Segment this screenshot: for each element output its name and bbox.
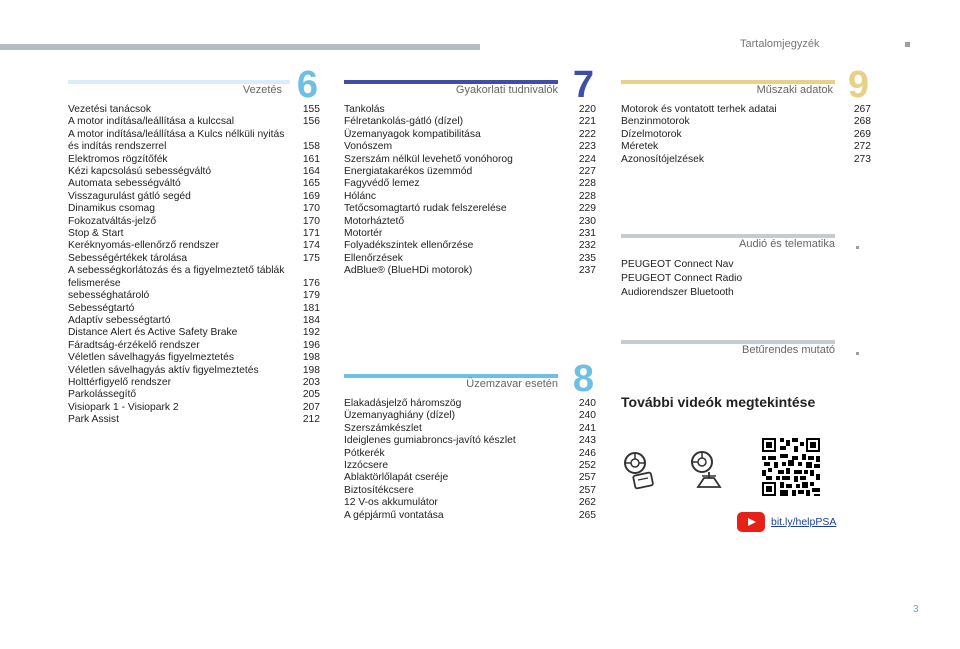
- toc-entry-page: 181: [302, 302, 320, 314]
- toc-entry-title: 12 V-os akkumulátor: [344, 497, 438, 509]
- toc-entry-title: Visszagurulást gátló segéd: [68, 190, 191, 202]
- toc-list-vezetes: [68, 104, 320, 427]
- toc-entry-page: 198: [302, 352, 320, 364]
- toc-entry-title: Félretankolás-gátló (dízel): [344, 116, 464, 128]
- section-vezetes: [68, 64, 320, 427]
- wheel-jack-icon[interactable]: [690, 450, 726, 495]
- toc-entry-page: 228: [578, 178, 596, 190]
- toc-entry-title: Parkolássegítő: [68, 389, 137, 401]
- toc-entry-page: 175: [302, 252, 320, 264]
- youtube-icon[interactable]: [737, 512, 765, 532]
- toc-entry[interactable]: [621, 141, 871, 153]
- toc-entry[interactable]: [68, 389, 320, 401]
- toc-entry-page: 161: [302, 153, 320, 165]
- toc-entry[interactable]: [68, 315, 320, 327]
- toc-entry-title: Pótkerék: [344, 447, 385, 459]
- toc-list-uzemzavar: [344, 398, 596, 522]
- toc-entry-title: Vezetési tanácsok: [68, 104, 151, 115]
- toc-entry-page: 235: [578, 252, 596, 264]
- section-gyakorlati: [344, 64, 596, 278]
- toc-entry-page: 268: [853, 116, 871, 128]
- toc-entry-title: Szerszám nélkül levehető vonóhorog: [344, 153, 513, 165]
- toc-entry-title: A motor indítása/leállítása a kulccsal: [68, 116, 234, 128]
- toc-entry-page: 198: [302, 364, 320, 376]
- toc-entry-title: Park Assist: [68, 414, 119, 426]
- toc-entry-title: Automata sebességváltó: [68, 178, 181, 190]
- toc-entry[interactable]: [344, 472, 596, 484]
- page-header-title: Tartalomjegyzék: [740, 38, 820, 50]
- toc-entry[interactable]: [344, 423, 596, 435]
- section-index: [621, 332, 871, 360]
- toc-entry-page: 262: [578, 497, 596, 509]
- toc-entry-title: Ellenőrzések: [344, 252, 403, 264]
- toc-entry-title: Vonószem: [344, 141, 393, 153]
- toc-entry-page: 221: [578, 116, 596, 128]
- toc-entry-page: 267: [853, 104, 871, 115]
- toc-entry-page: 165: [302, 178, 320, 190]
- toc-entry-page: 240: [578, 398, 596, 409]
- toc-entry[interactable]: [621, 116, 871, 128]
- toc-entry-title: Motortér: [344, 228, 383, 240]
- toc-entry[interactable]: [68, 203, 320, 215]
- toc-entry-title: Üzemanyagok kompatibilitása: [344, 128, 481, 140]
- toc-entry-title: Stop & Start: [68, 228, 124, 240]
- toc-entry-title: Tankolás: [344, 104, 385, 115]
- toc-entry-title: Szerszámkészlet: [344, 422, 422, 434]
- toc-entry-page: 243: [578, 435, 596, 447]
- toc-entry[interactable]: [621, 154, 871, 166]
- toc-entry-title: Dinamikus csomag: [68, 203, 155, 215]
- toc-entry-page: 174: [302, 240, 320, 252]
- toc-entry-page: 176: [302, 277, 320, 289]
- toc-entry-page: 169: [302, 190, 320, 202]
- toc-entry-title: Benzinmotorok: [621, 116, 690, 128]
- toc-entry-page: 257: [578, 484, 596, 496]
- toc-entry-title: Ablaktörlőlapát cseréje: [344, 472, 449, 484]
- toc-entry-title: Distance Alert és Active Safety Brake: [68, 327, 238, 339]
- toc-entry[interactable]: [68, 377, 320, 389]
- help-link-row[interactable]: [737, 512, 836, 532]
- toc-entry-title: Motorok és vontatott terhek adatai: [621, 104, 777, 115]
- toc-entry[interactable]: [68, 154, 320, 166]
- toc-entry[interactable]: [344, 228, 596, 240]
- toc-entry-title: Dízelmotorok: [621, 128, 682, 140]
- toc-entry-title: Véletlen sávelhagyás aktív figyelmeztetés: [68, 364, 259, 376]
- toc-list-muszaki: [621, 104, 871, 166]
- toc-entry[interactable]: [68, 253, 320, 265]
- toc-entry-page: 240: [578, 410, 596, 422]
- toc-entry-title: Motorháztető: [344, 215, 405, 227]
- toc-entry-page: 229: [578, 203, 596, 215]
- toc-entry[interactable]: [68, 265, 320, 290]
- section-uzemzavar: [344, 358, 596, 522]
- toc-entry-page: 156: [302, 116, 320, 128]
- toc-entry[interactable]: [68, 327, 320, 339]
- toc-entry-title: A sebességkorlátozás és a figyelmeztető táblák felismerése: [68, 265, 285, 289]
- toc-entry[interactable]: [344, 178, 596, 190]
- toc-entry[interactable]: [344, 154, 596, 166]
- qr-code-icon[interactable]: [762, 438, 820, 501]
- section-muszaki: [621, 64, 871, 166]
- toc-entry[interactable]: [344, 253, 596, 265]
- toc-entry-page: 228: [578, 190, 596, 202]
- header-marker: [905, 42, 910, 47]
- toc-entry[interactable]: [68, 178, 320, 190]
- audio-entry[interactable]: PEUGEOT Connect Radio: [621, 273, 743, 284]
- toc-entry[interactable]: [68, 116, 320, 128]
- toc-entry-title: A gépjármű vontatása: [344, 509, 444, 521]
- toc-entry-page: 220: [578, 104, 596, 115]
- toc-entry-page: 222: [578, 128, 596, 140]
- toc-entry[interactable]: [68, 414, 320, 426]
- audio-entry[interactable]: Audiorendszer Bluetooth: [621, 287, 734, 298]
- videos-title: További videók megtekintése: [621, 394, 816, 410]
- toc-entry-title: Tetőcsomagtartó rudak felszerelése: [344, 203, 507, 215]
- section-number: 6: [296, 64, 318, 106]
- toc-entry[interactable]: [68, 191, 320, 203]
- toc-entry[interactable]: [344, 141, 596, 153]
- top-progress-bar: [0, 44, 480, 50]
- toc-entry[interactable]: [621, 129, 871, 141]
- toc-entry-page: 272: [853, 141, 871, 153]
- toc-entry-title: Azonosítójelzések: [621, 153, 704, 165]
- toc-entry-title: Visiopark 1 - Visiopark 2: [68, 401, 179, 413]
- toc-entry-page: 257: [578, 472, 596, 484]
- toc-entry-page: 179: [302, 290, 320, 302]
- toc-entry[interactable]: [68, 228, 320, 240]
- toc-entry-title: Elakadásjelző háromszög: [344, 398, 462, 409]
- toc-entry-page: 164: [302, 166, 320, 178]
- toc-entry-page: 223: [578, 141, 596, 153]
- toc-entry-title: Sebességtartó: [68, 302, 135, 314]
- toc-entry[interactable]: [344, 240, 596, 252]
- toc-entry-title: Folyadékszintek ellenőrzése: [344, 240, 474, 252]
- wheel-tablet-icon[interactable]: [622, 450, 656, 495]
- toc-entry[interactable]: [68, 104, 320, 116]
- toc-entry[interactable]: [344, 410, 596, 422]
- section-number: 9: [847, 64, 869, 106]
- toc-entry-page: 230: [578, 215, 596, 227]
- toc-entry-title: Biztosítékcsere: [344, 484, 414, 496]
- toc-entry[interactable]: [344, 497, 596, 509]
- toc-entry-page: 155: [302, 104, 320, 115]
- section-title: Vezetés: [242, 84, 282, 96]
- toc-entry-page: 212: [302, 414, 320, 426]
- help-link[interactable]: bit.ly/helpPSA: [771, 516, 837, 528]
- toc-entry[interactable]: [621, 104, 871, 116]
- toc-entry-page: 252: [578, 460, 596, 472]
- toc-entry-title: Kézi kapcsolású sebességváltó: [68, 166, 212, 178]
- toc-entry-title: Fáradtság-érzékelő rendszer: [68, 339, 200, 351]
- toc-entry[interactable]: [344, 216, 596, 228]
- toc-entry-page: 171: [302, 228, 320, 240]
- toc-entry-page: 273: [853, 153, 871, 165]
- section-marker: [856, 246, 859, 249]
- toc-entry-page: 227: [578, 166, 596, 178]
- toc-entry[interactable]: [68, 129, 320, 154]
- toc-entry-page: 184: [302, 314, 320, 326]
- toc-entry-title: Elektromos rögzítőfék: [68, 153, 168, 165]
- toc-entry-title: Fagyvédő lemez: [344, 178, 420, 190]
- section-number: 8: [572, 358, 594, 400]
- toc-entry-title: Méretek: [621, 141, 659, 153]
- toc-entry-page: 207: [302, 401, 320, 413]
- section-title: Üzemzavar esetén: [466, 378, 558, 390]
- toc-entry-page: 170: [302, 215, 320, 227]
- section-audio: [621, 226, 871, 300]
- toc-entry[interactable]: [344, 191, 596, 203]
- section-title: Audió és telematika: [739, 238, 835, 250]
- toc-entry[interactable]: [344, 265, 596, 277]
- toc-entry-page: 158: [302, 141, 320, 153]
- toc-entry-page: 265: [578, 509, 596, 521]
- toc-entry-title: AdBlue® (BlueHDi motorok): [344, 265, 473, 277]
- toc-entry-title: Keréknyomás-ellenőrző rendszer: [68, 240, 220, 252]
- toc-entry-page: 231: [578, 228, 596, 240]
- toc-entry-title: Sebességértékek tárolása: [68, 252, 188, 264]
- toc-entry[interactable]: [344, 116, 596, 128]
- toc-entry[interactable]: [344, 166, 596, 178]
- toc-entry[interactable]: [344, 435, 596, 447]
- toc-entry-page: 205: [302, 389, 320, 401]
- toc-entry[interactable]: [68, 166, 320, 178]
- toc-list-gyakorlati: [344, 104, 596, 278]
- toc-entry-title: Holttérfigyelő rendszer: [68, 376, 172, 388]
- toc-entry-title: Hólánc: [344, 190, 377, 202]
- toc-entry-title: Üzemanyaghiány (dízel): [344, 410, 456, 422]
- toc-entry[interactable]: [344, 510, 596, 522]
- toc-entry[interactable]: [344, 104, 596, 116]
- toc-entry-title: Adaptív sebességtartó: [68, 314, 171, 326]
- section-title: Műszaki adatok: [756, 84, 833, 96]
- audio-entry[interactable]: PEUGEOT Connect Nav: [621, 259, 734, 270]
- toc-entry-title: Ideiglenes gumiabroncs-javító készlet: [344, 435, 516, 447]
- toc-entry-page: 203: [302, 376, 320, 388]
- toc-entry[interactable]: [68, 216, 320, 228]
- toc-entry[interactable]: [68, 365, 320, 377]
- toc-entry[interactable]: [344, 460, 596, 472]
- toc-entry-page: 170: [302, 203, 320, 215]
- toc-entry-page: 237: [578, 265, 596, 277]
- toc-entry-title: Fokozatváltás-jelző: [68, 215, 157, 227]
- toc-entry-title: Véletlen sávelhagyás figyelmeztetés: [68, 352, 234, 364]
- toc-entry[interactable]: [344, 398, 596, 410]
- toc-entry-title: A motor indítása/leállítása a Kulcs nélküli nyitás és indítás rendszerrel: [68, 128, 285, 153]
- toc-entry-title: sebességhatároló: [68, 290, 150, 302]
- section-title: Betűrendes mutató: [742, 344, 835, 356]
- toc-entry[interactable]: [344, 485, 596, 497]
- toc-entry[interactable]: [68, 303, 320, 315]
- toc-entry[interactable]: [344, 448, 596, 460]
- toc-entry[interactable]: [68, 340, 320, 352]
- toc-entry-page: 192: [302, 327, 320, 339]
- audio-list: [621, 258, 871, 300]
- toc-entry-page: 224: [578, 153, 596, 165]
- toc-entry[interactable]: [344, 203, 596, 215]
- section-title: Gyakorlati tudnivalók: [455, 84, 558, 96]
- toc-entry-page: 269: [853, 128, 871, 140]
- page-number: 3: [913, 604, 919, 615]
- toc-entry[interactable]: [68, 290, 320, 302]
- section-number: 7: [572, 64, 594, 106]
- toc-entry-title: Izzócsere: [344, 460, 389, 472]
- toc-entry-title: Energiatakarékos üzemmód: [344, 166, 473, 178]
- toc-entry-page: 246: [578, 447, 596, 459]
- toc-entry[interactable]: [68, 402, 320, 414]
- toc-entry[interactable]: [344, 129, 596, 141]
- toc-entry[interactable]: [68, 240, 320, 252]
- toc-entry-page: 241: [578, 422, 596, 434]
- toc-entry-page: 232: [578, 240, 596, 252]
- toc-entry-page: 196: [302, 339, 320, 351]
- toc-entry[interactable]: [68, 352, 320, 364]
- section-marker: [856, 352, 859, 355]
